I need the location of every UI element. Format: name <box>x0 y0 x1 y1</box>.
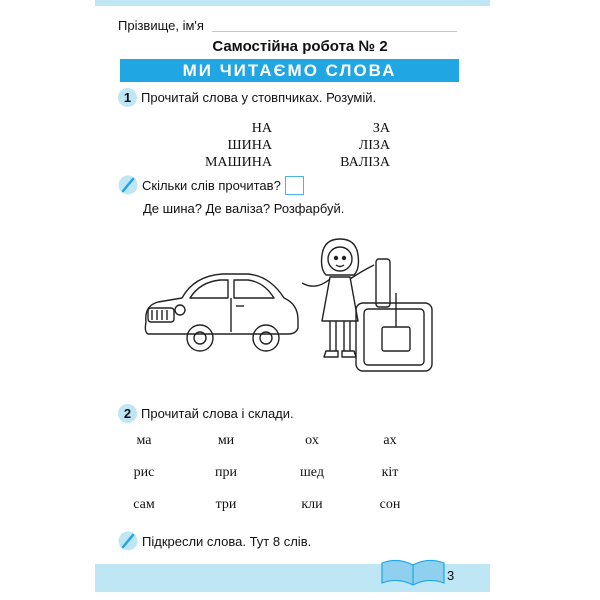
word: ВАЛІЗА <box>340 155 390 170</box>
syllable[interactable]: ма <box>136 433 152 448</box>
word: ЗА <box>372 121 390 136</box>
syllable[interactable]: кіт <box>381 465 399 480</box>
task-1 <box>118 88 376 107</box>
word: НА <box>251 121 272 136</box>
syllable[interactable]: ах <box>383 433 397 448</box>
task-number-badge: 2 <box>118 404 137 423</box>
count-question <box>118 175 304 195</box>
work-title: Самостійна робота № 2 <box>212 38 388 55</box>
top-band <box>95 0 490 6</box>
answer-box[interactable] <box>285 176 304 195</box>
pencil-icon <box>118 531 138 551</box>
syllable[interactable]: сон <box>379 497 401 512</box>
word: ЛІЗА <box>358 138 390 153</box>
right-word-column <box>320 120 390 171</box>
page-number: 3 <box>447 568 455 583</box>
task-2-instruction: Прочитай слова і склади. <box>141 406 294 421</box>
name-label: Прізвище, ім'я <box>118 18 204 33</box>
word: МАШИНА <box>204 155 272 170</box>
left-word-column <box>190 120 272 171</box>
task-1-instruction: Прочитай слова у стовпчиках. Розумій. <box>141 90 377 105</box>
name-field-line[interactable] <box>212 31 457 32</box>
syllable[interactable]: ми <box>217 433 235 448</box>
color-question <box>143 201 344 216</box>
open-book-icon <box>378 553 448 587</box>
girl-with-suitcase-illustration[interactable] <box>296 235 441 375</box>
topic-banner: МИ ЧИТАЄМО СЛОВА <box>120 59 459 82</box>
count-question-text: Скільки слів прочитав? <box>142 177 281 193</box>
syllable[interactable]: три <box>215 497 237 512</box>
color-question-text: Де шина? Де валіза? Розфарбуй. <box>143 201 345 216</box>
underline-task-text: Підкресли слова. Тут 8 слів. <box>142 533 312 549</box>
word: ШИНА <box>227 138 272 153</box>
syllable[interactable]: сам <box>133 497 155 512</box>
syllable[interactable]: ох <box>305 433 319 448</box>
syllable[interactable]: при <box>215 465 237 480</box>
syllable[interactable]: шед <box>300 465 324 480</box>
task-number-badge: 1 <box>118 88 137 107</box>
task-2 <box>118 404 294 423</box>
syllable[interactable]: рис <box>133 465 155 480</box>
pencil-icon <box>118 175 138 195</box>
car-illustration[interactable] <box>138 262 303 358</box>
underline-task <box>118 531 311 551</box>
syllable[interactable]: кли <box>301 497 323 512</box>
